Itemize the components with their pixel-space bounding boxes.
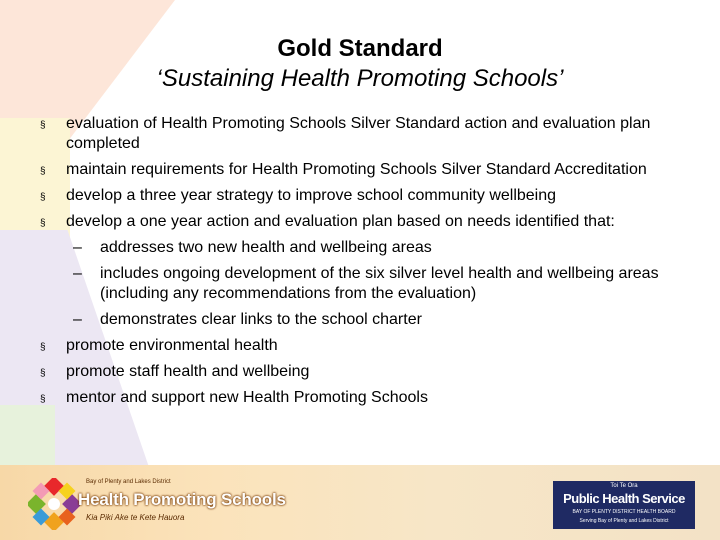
bullet-text: mentor and support new Health Promoting Schools — [66, 389, 428, 406]
hps-name: Health Promoting Schools — [78, 490, 286, 509]
bullet-marker: § — [40, 368, 46, 379]
bg-decor-green — [0, 405, 55, 465]
phs-logo — [553, 481, 695, 529]
bullet-item — [40, 186, 690, 206]
hps-region-label: Bay of Plenty and Lakes District — [86, 479, 171, 485]
bullet-item — [40, 160, 690, 180]
bullet-text: promote staff health and wellbeing — [66, 363, 310, 380]
sub-bullet-item — [66, 310, 690, 330]
phs-small-label: Toi Te Ora — [610, 483, 638, 489]
bullet-item — [40, 114, 690, 154]
bullet-marker: § — [40, 342, 46, 353]
phs-name: Public Health Service — [563, 491, 685, 506]
bullet-text: develop a one year action and evaluation plan based on needs identified that: — [66, 213, 615, 230]
bullet-item — [40, 336, 690, 356]
bullet-marker: § — [40, 166, 46, 177]
title-line-2: ‘Sustaining Health Promoting Schools’ — [156, 65, 564, 92]
phs-board: BAY OF PLENTY DISTRICT HEALTH BOARD — [572, 509, 676, 515]
sub-bullet-item — [66, 264, 690, 304]
bullet-text: evaluation of Health Promoting Schools Silver Standard action and evaluation plan completed — [66, 115, 651, 152]
bullet-marker: § — [40, 218, 46, 229]
bullet-item — [40, 388, 690, 408]
dash-marker: – — [73, 239, 82, 256]
bullet-item — [40, 212, 690, 232]
bullet-marker: § — [40, 192, 46, 203]
bullet-text: maintain requirements for Health Promoting Schools Silver Standard Accreditation — [66, 161, 647, 178]
sub-bullet-text: includes ongoing development of the six silver level health and wellbeing areas (including any recommendations from the evaluation) — [100, 265, 659, 302]
hps-tagline: Kia Piki Ake te Kete Hauora — [86, 513, 185, 522]
dash-marker: – — [73, 311, 82, 328]
title-line-1: Gold Standard — [277, 35, 443, 62]
bullet-text: promote environmental health — [66, 337, 278, 354]
bullet-list — [40, 114, 690, 414]
bullet-item — [40, 362, 690, 382]
sub-bullet-text: demonstrates clear links to the school charter — [100, 311, 422, 328]
sub-bullet-text: addresses two new health and wellbeing areas — [100, 239, 432, 256]
sub-bullet-item — [66, 238, 690, 258]
bullet-marker: § — [40, 394, 46, 405]
dash-marker: – — [73, 265, 82, 282]
hps-flower-logo-icon — [28, 478, 80, 530]
bullet-text: develop a three year strategy to improve school community wellbeing — [66, 187, 557, 204]
phs-serving: Serving Bay of Plenty and Lakes District — [579, 518, 669, 524]
slide-title — [0, 34, 720, 94]
bullet-marker: § — [40, 120, 46, 131]
